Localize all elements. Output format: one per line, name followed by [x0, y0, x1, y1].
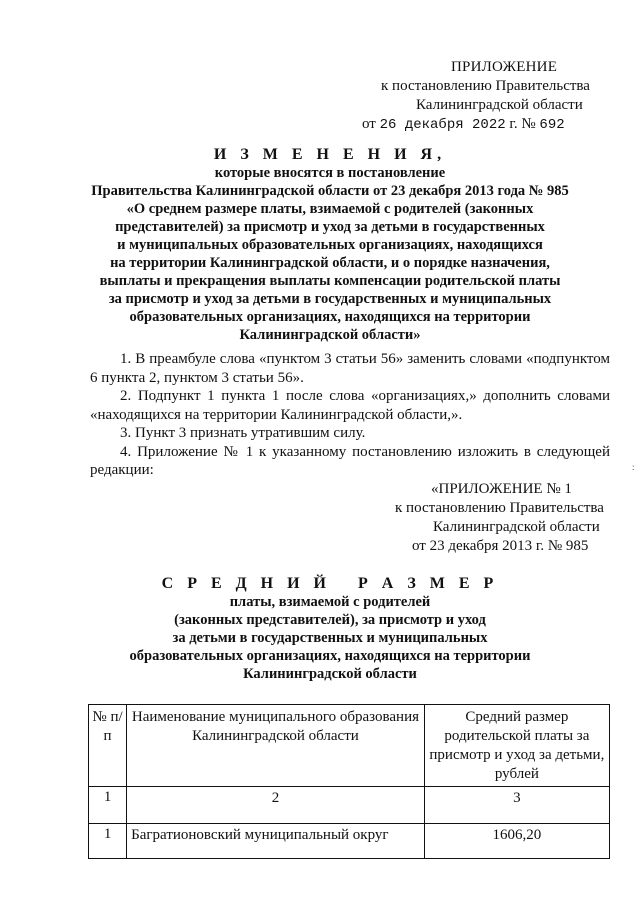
appendix-date-mid: г. №: [505, 116, 540, 132]
column-number: 3: [424, 787, 609, 824]
margin-mark: :: [632, 462, 635, 472]
appendix-date-line: [345, 115, 615, 135]
appendix-date-value: 26 декабря 2022: [379, 117, 506, 133]
appendix-title: ПРИЛОЖЕНИЕ: [451, 59, 558, 75]
size-heading-line: образовательных организациях, находящихся на территории: [129, 648, 531, 664]
appendix-number-value: 692: [539, 117, 565, 133]
appendix-date-prefix: от: [362, 116, 380, 132]
row-municipality: Багратионовский муниципальный округ: [127, 824, 425, 859]
header-average-fee: Средний размер родительской платы за присмотр и уход за детьми, рублей: [424, 705, 609, 787]
changes-heading-line: выплаты и прекращения выплаты компенсации родительской платы: [99, 273, 561, 289]
header-municipality: Наименование муниципального образования Калининградской области: [127, 705, 425, 787]
table-header-row: [89, 705, 610, 787]
changes-heading-line: и муниципальных образовательных организациях, находящихся: [117, 237, 543, 253]
size-heading-line: (законных представителей), за присмотр и уход: [174, 612, 486, 628]
appendix-line-2: Калининградской области: [416, 97, 583, 113]
paragraph-1: 1. В преамбуле слова «пунктом 3 статьи 56» заменить словами «подпунктом 6 пункта 2, пунктом 3 статьи 56».: [90, 351, 610, 386]
appendix-block: [345, 58, 615, 135]
annex-line-3: от 23 декабря 2013 г. № 985: [412, 538, 589, 554]
changes-heading-line: образовательных организациях, находящихся на территории: [129, 309, 531, 325]
changes-heading-line: представителей) за присмотр и уход за детьми в государственных: [115, 219, 545, 235]
size-heading-line: платы, взимаемой с родителей: [229, 594, 431, 610]
column-number: 2: [127, 787, 425, 824]
table-row: [89, 824, 610, 859]
appendix-line-1: к постановлению Правительства: [381, 78, 590, 94]
changes-heading-line: Калининградской области»: [239, 327, 421, 343]
changes-title: И З М Е Н Е Н И Я,: [213, 146, 447, 163]
fee-table: [88, 704, 610, 859]
annex-block: [395, 480, 615, 556]
column-number: 1: [89, 787, 127, 824]
changes-heading: [60, 146, 600, 344]
row-fee: 1606,20: [424, 824, 609, 859]
changes-heading-line: которые вносятся в постановление: [214, 165, 446, 181]
annex-title: «ПРИЛОЖЕНИЕ № 1: [431, 481, 572, 497]
changes-heading-line: Правительства Калининградской области от 23 декабря 2013 года № 985: [91, 183, 569, 199]
annex-line-2: Калининградской области: [433, 519, 600, 535]
changes-heading-line: «О среднем размере платы, взимаемой с родителей (законных: [126, 201, 534, 217]
annex-line-1: к постановлению Правительства: [395, 500, 604, 516]
paragraph-3: 3. Пункт 3 признать утратившим силу.: [120, 425, 366, 441]
table-column-number-row: [89, 787, 610, 824]
size-heading-line: Калининградской области: [243, 666, 417, 682]
paragraph-2: 2. Подпункт 1 пункта 1 после слова «организациях,» дополнить словами «находящихся на территории Калининградской области,».: [90, 388, 610, 423]
changes-heading-line: за присмотр и уход за детьми в государственных и муниципальных: [108, 291, 552, 307]
paragraph-4: 4. Приложение № 1 к указанному постановлению изложить в следующей редакции:: [90, 443, 610, 478]
size-heading-line: за детьми в государственных и муниципальных: [172, 630, 488, 646]
header-number: № п/п: [89, 705, 127, 787]
changes-heading-line: на территории Калининградской области, и о порядке назначения,: [110, 255, 550, 271]
size-heading: [60, 575, 600, 683]
row-number: 1: [89, 824, 127, 859]
size-title: С Р Е Д Н И Й Р А З М Е Р: [161, 575, 499, 592]
amendment-paragraphs: [90, 350, 610, 480]
